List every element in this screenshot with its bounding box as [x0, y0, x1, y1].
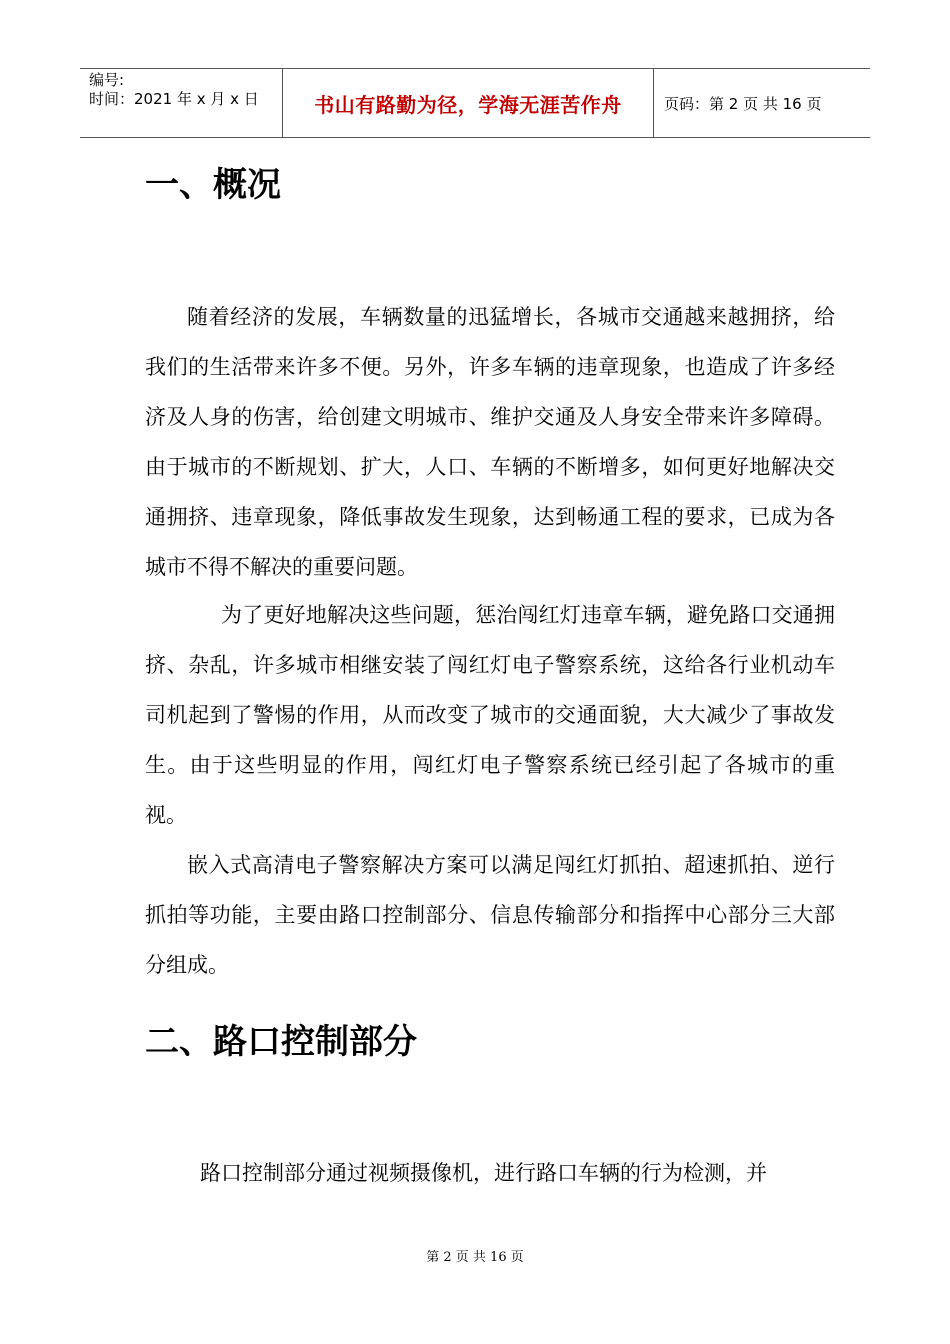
section-heading-intersection-control: 二、路口控制部分 — [145, 1022, 417, 1062]
header-meta — [80, 69, 282, 137]
header-motto: 书山有路勤为径，学海无涯苦作舟 — [282, 69, 654, 137]
overview-paragraph-1: 随着经济的发展，车辆数量的迅猛增长，各城市交通越来越拥挤，给我们的生活带来许多不便。另外，许多车辆的违章现象，也造成了许多经济及人身的伤害，给创建文明城市、维护交通及人身安全带来许多障碍。由于城市的不断规划、扩大，人口、车辆的不断增多，如何更好地解决交通拥挤、违章现象，降低事故发生现象，达到畅通工程的要求，已成为各城市不得不解决的重要问题。 — [145, 305, 835, 579]
section-heading-overview: 一、概况 — [145, 165, 281, 205]
document-header — [80, 68, 870, 138]
overview-paragraph-3: 嵌入式高清电子警察解决方案可以满足闯红灯抓拍、超速抓拍、逆行抓拍等功能，主要由路口控制部分、信息传输部分和指挥中心部分三大部分组成。 — [145, 853, 835, 977]
page-footer: 第 2 页 共 16 页 — [426, 1250, 524, 1265]
intersection-paragraph-1: 路口控制部分通过视频摄像机，进行路口车辆的行为检测，并 — [200, 1161, 767, 1185]
time-label: 时间：2021 年 x 月 x 日 — [89, 90, 259, 108]
header-page-info: 页码：第 2 页 共 16 页 — [664, 94, 822, 113]
overview-paragraph-2: 为了更好地解决这些问题，惩治闯红灯违章车辆，避免路口交通拥挤、杂乱，许多城市相继安装了闯红灯电子警察系统，这给各行业机动车司机起到了警惕的作用，从而改变了城市的交通面貌，大大减少了事故发生。由于这些明显的作用，闯红灯电子警察系统已经引起了各城市的重视。 — [145, 603, 835, 827]
code-label: 编号: — [89, 71, 125, 89]
